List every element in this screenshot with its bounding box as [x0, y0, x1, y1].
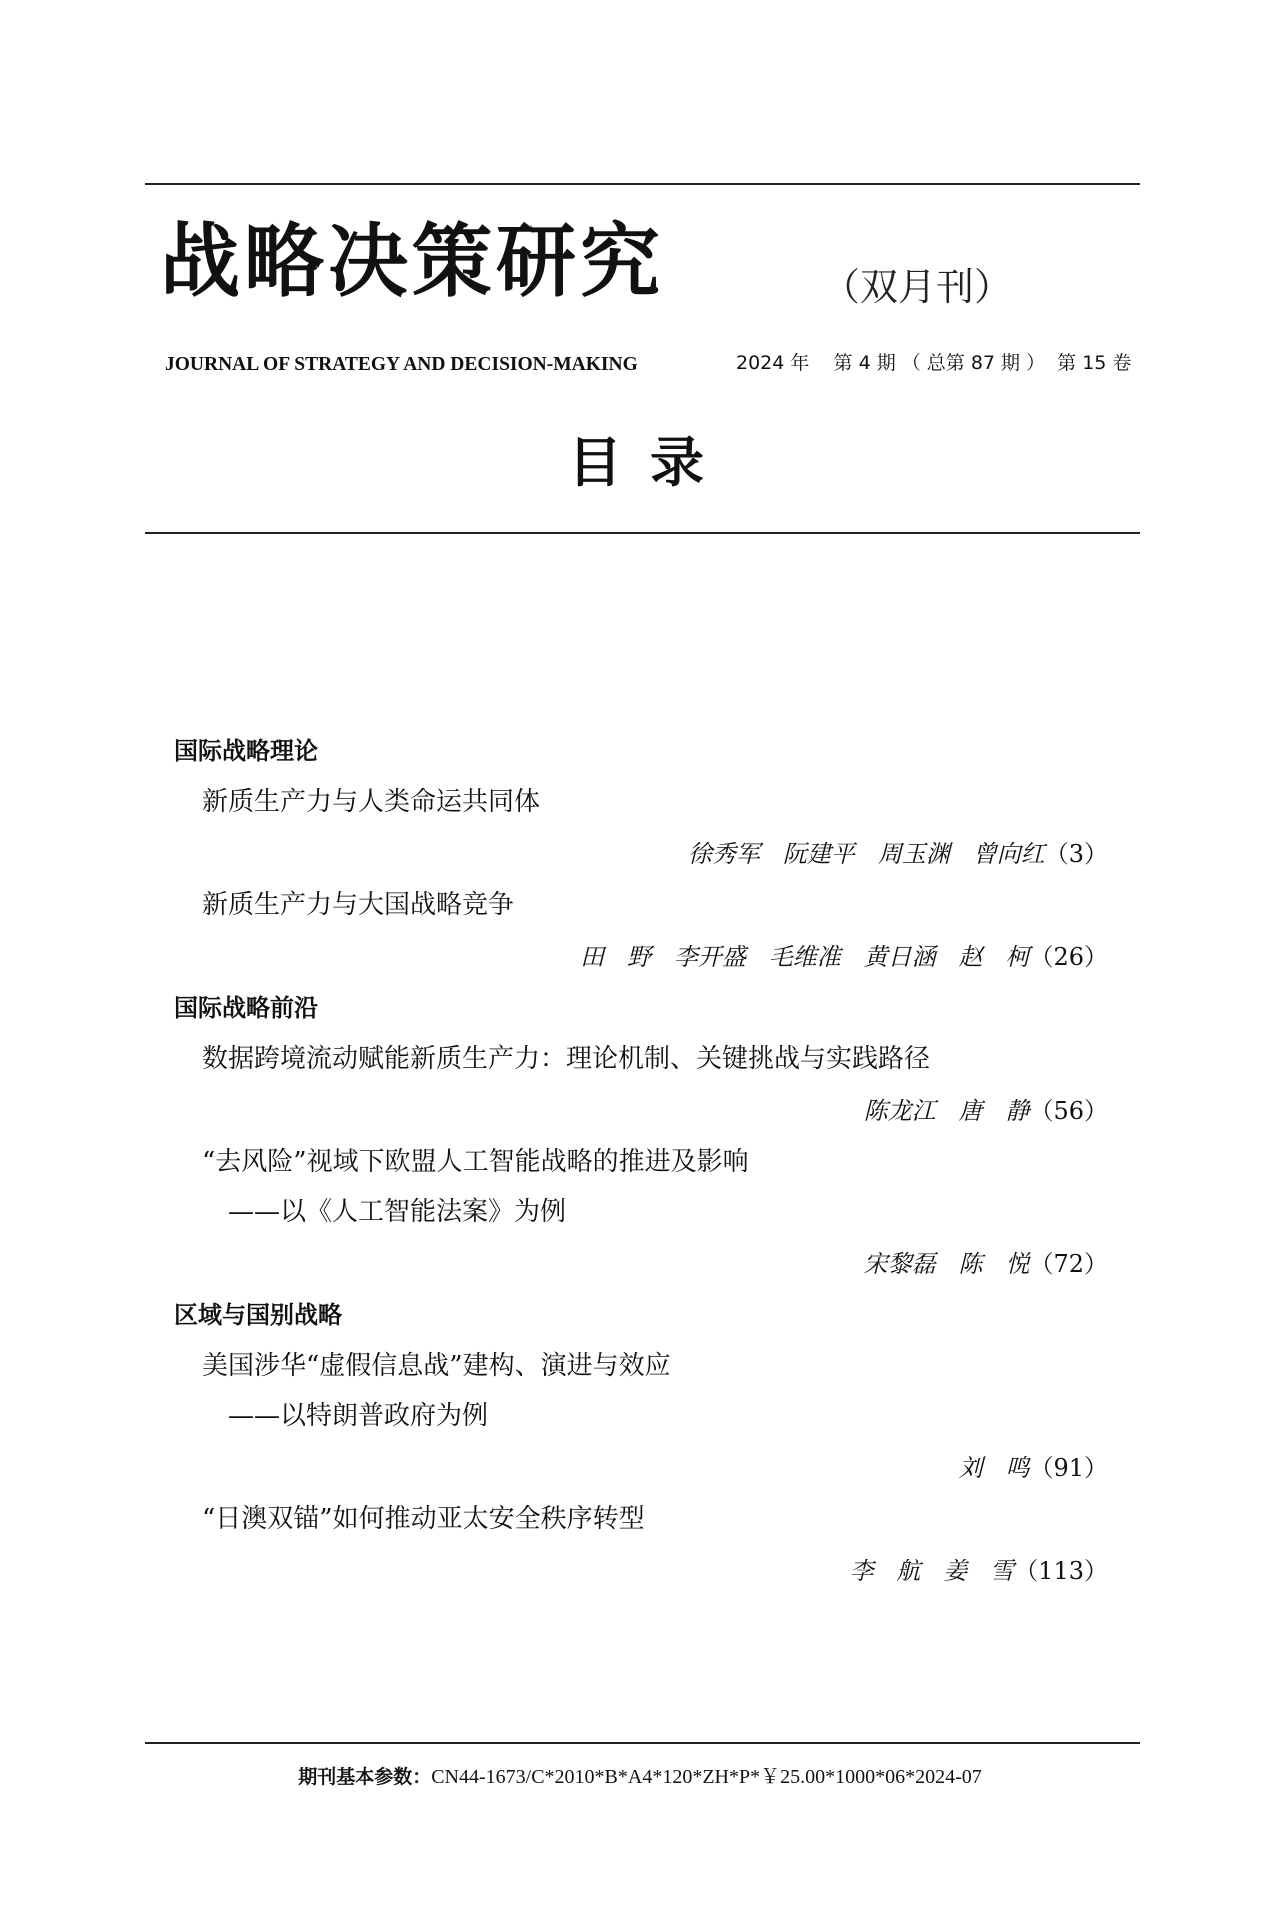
page-number: （26） — [1029, 943, 1108, 971]
contents-heading: 目录 — [568, 431, 732, 494]
author-names: 徐秀军 阮建平 周玉渊 曾向红 — [688, 840, 1045, 868]
article-title[interactable]: “去风险”视域下欧盟人工智能战略的推进及影响 — [202, 1147, 749, 1177]
journal-title-english: JOURNAL OF STRATEGY AND DECISION-MAKING — [165, 354, 638, 375]
author-names: 李 航 姜 雪 — [849, 1557, 1015, 1585]
section-heading-international-strategy-theory: 国际战略理论 — [174, 737, 318, 765]
article-title[interactable]: 美国涉华“虚假信息战”建构、演进与效应 — [202, 1351, 671, 1381]
page-number: （72） — [1029, 1250, 1108, 1278]
article-title[interactable]: “日澳双锚”如何推动亚太安全秩序转型 — [202, 1504, 645, 1534]
author-names: 陈龙江 唐 静 — [863, 1097, 1030, 1125]
page-number: （3） — [1044, 840, 1108, 868]
publication-frequency: （双月刊） — [822, 265, 1013, 309]
footer-rule — [145, 1742, 1140, 1744]
page-number: （113） — [1014, 1557, 1108, 1585]
article-authors — [688, 842, 1108, 866]
section-heading-regional-country-strategy: 区域与国别战略 — [174, 1301, 342, 1329]
page-number: （91） — [1029, 1454, 1108, 1482]
journal-parameters — [0, 1767, 1280, 1787]
issue-info: 2024 年 第 4 期 （ 总第 87 期 ） 第 15 卷 — [736, 352, 1132, 374]
parameters-label: 期刊基本参数： — [298, 1766, 432, 1788]
article-authors — [959, 1456, 1108, 1480]
page-number: （56） — [1029, 1097, 1108, 1125]
article-subtitle: ——以《人工智能法案》为例 — [228, 1197, 567, 1227]
article-authors — [850, 1559, 1108, 1583]
article-title[interactable]: 数据跨境流动赋能新质生产力：理论机制、关键挑战与实践路径 — [202, 1044, 931, 1074]
author-names: 宋黎磊 陈 悦 — [863, 1250, 1030, 1278]
article-authors — [864, 1099, 1108, 1123]
article-authors — [580, 945, 1108, 969]
article-authors — [864, 1252, 1108, 1276]
top-rule — [145, 183, 1140, 185]
header-divider — [145, 532, 1140, 534]
article-title[interactable]: 新质生产力与大国战略竞争 — [202, 890, 515, 920]
section-heading-international-strategy-frontier: 国际战略前沿 — [174, 994, 318, 1022]
author-names: 田 野 李开盛 毛维准 黄日涵 赵 柯 — [580, 943, 1030, 971]
journal-title: 战略决策研究 — [160, 215, 664, 308]
parameters-value: CN44-1673/C*2010*B*A4*120*ZH*P*￥25.00*1000*06*2024-07 — [431, 1766, 982, 1788]
article-title[interactable]: 新质生产力与人类命运共同体 — [202, 787, 541, 817]
author-names: 刘 鸣 — [958, 1454, 1030, 1482]
article-subtitle: ——以特朗普政府为例 — [228, 1401, 489, 1431]
